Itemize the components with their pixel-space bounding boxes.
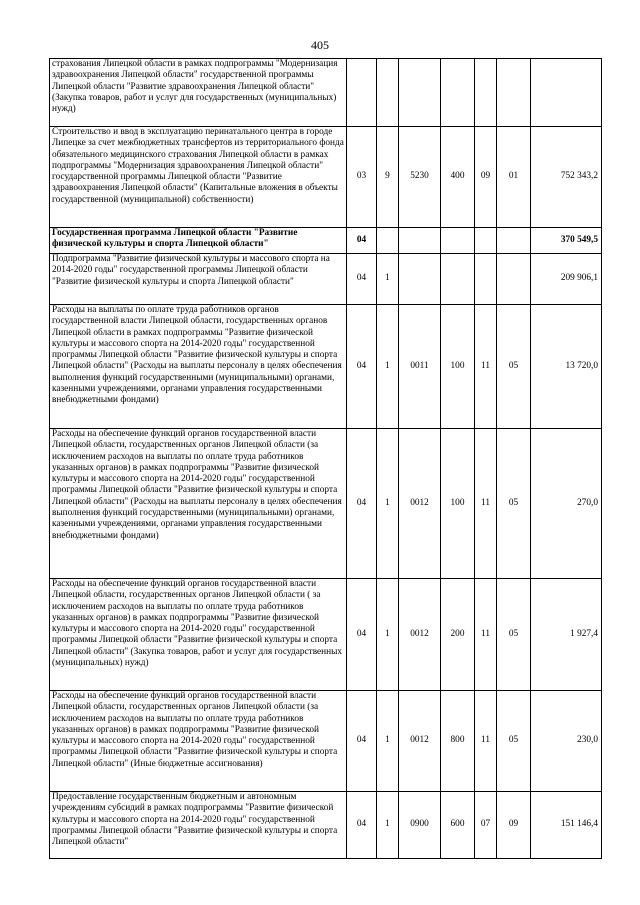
table-row xyxy=(50,691,602,792)
subsection-code: 05 xyxy=(497,691,531,792)
subsection-code xyxy=(497,228,531,254)
subprogram-code: 1 xyxy=(377,254,399,305)
row-description: страхования Липецкой области в рамках подпрограммы "Модернизация здравоохранения Липецкой области" государственной программы Липецкой области "Развитие здравоохранения Липецкой области" (Закупка товаров, работ и услуг для государственных (муниципальных) нужд) xyxy=(50,59,347,127)
program-code: 04 xyxy=(347,691,377,792)
subprogram-code: 1 xyxy=(377,305,399,429)
target-item-code xyxy=(399,59,441,127)
table-row xyxy=(50,305,602,429)
budget-table xyxy=(49,58,602,859)
subsection-code xyxy=(497,59,531,127)
amount: 752 343,2 xyxy=(531,127,602,228)
program-code: 04 xyxy=(347,305,377,429)
section-code: 11 xyxy=(475,579,497,691)
target-item-code: 0012 xyxy=(399,429,441,579)
program-code: 04 xyxy=(347,792,377,859)
amount xyxy=(531,59,602,127)
target-item-code xyxy=(399,228,441,254)
expense-type-code xyxy=(441,254,475,305)
section-code: 11 xyxy=(475,429,497,579)
target-item-code: 0011 xyxy=(399,305,441,429)
amount: 230,0 xyxy=(531,691,602,792)
expense-type-code xyxy=(441,59,475,127)
row-description: Расходы на обеспечение функций органов государственной власти Липецкой области, государственных органов Липецкой области (за исключением расходов на выплаты по оплате труда работников указанных органов) в рамках подпрограммы "Развитие физической культуры и массового спорта на 2014-2020 годы" государственной программы Липецкой области "Развитие физической культуры и спорта Липецкой области" (Иные бюджетные ассигнования) xyxy=(50,691,347,792)
section-code xyxy=(475,228,497,254)
subprogram-code: 1 xyxy=(377,691,399,792)
amount: 270,0 xyxy=(531,429,602,579)
program-code: 04 xyxy=(347,254,377,305)
section-code: 11 xyxy=(475,305,497,429)
section-code: 07 xyxy=(475,792,497,859)
expense-type-code: 400 xyxy=(441,127,475,228)
expense-type-code: 800 xyxy=(441,691,475,792)
table-row xyxy=(50,254,602,305)
section-code xyxy=(475,254,497,305)
expense-type-code: 100 xyxy=(441,305,475,429)
subprogram-code xyxy=(377,228,399,254)
subsection-code: 05 xyxy=(497,305,531,429)
amount: 13 720,0 xyxy=(531,305,602,429)
row-description: Строительство и ввод в эксплуатацию перинатального центра в городе Липецке за счет межбюджетных трансфертов из территориального фонда обязательного медицинского страхования Липецкой области в рамках подпрограммы "Модернизация здравоохранения Липецкой области" государственной программы Липецкой области "Развитие здравоохранения Липецкой области" (Капитальные вложения в объекты государственной (муниципальной) собственности) xyxy=(50,127,347,228)
expense-type-code: 600 xyxy=(441,792,475,859)
expense-type-code: 100 xyxy=(441,429,475,579)
subprogram-code: 1 xyxy=(377,579,399,691)
program-code: 04 xyxy=(347,579,377,691)
expense-type-code xyxy=(441,228,475,254)
subprogram-code: 1 xyxy=(377,429,399,579)
amount: 370 549,5 xyxy=(531,228,602,254)
table-row xyxy=(50,792,602,859)
amount: 151 146,4 xyxy=(531,792,602,859)
row-description: Государственная программа Липецкой области "Развитие физической культуры и спорта Липецкой области" xyxy=(50,228,347,254)
row-description: Предоставление государственным бюджетным и автономным учреждениям субсидий в рамках подпрограммы "Развитие физической культуры и массового спорта на 2014-2020 годы" государственной программы Липецкой области "Развитие физической культуры и спорта Липецкой области" xyxy=(50,792,347,859)
row-description: Расходы на обеспечение функций органов государственной власти Липецкой области, государственных органов Липецкой области ( за исключением расходов на выплаты по оплате труда работников указанных органов) в рамках подпрограммы "Развитие физической культуры и массового спорта на 2014-2020 годы" государственной программы Липецкой области "Развитие физической культуры и спорта Липецкой области" (Закупка товаров, работ и услуг для государственных (муниципальных) нужд) xyxy=(50,579,347,691)
table-row xyxy=(50,579,602,691)
amount: 1 927,4 xyxy=(531,579,602,691)
program-code xyxy=(347,59,377,127)
row-description: Расходы на обеспечение функций органов государственной власти Липецкой области, государственных органов Липецкой области (за исключением расходов на выплаты по оплате труда работников указанных органов) в рамках подпрограммы "Развитие физической культуры и массового спорта на 2014-2020 годы" государственной программы Липецкой области "Развитие физической культуры и спорта Липецкой области" (Расходы на выплаты персоналу в целях обеспечения выполнения функций государственными (муниципальными) органами, казенными учреждениями, органами управления государственными внебюджетными фондами) xyxy=(50,429,347,579)
target-item-code: 0012 xyxy=(399,691,441,792)
target-item-code: 0900 xyxy=(399,792,441,859)
subprogram-code xyxy=(377,59,399,127)
subsection-code xyxy=(497,254,531,305)
page-number: 405 xyxy=(311,38,329,52)
table-row xyxy=(50,59,602,127)
row-description: Подпрограмма "Развитие физической культуры и массового спорта на 2014-2020 годы" государственной программы Липецкой области "Развитие физической культуры и спорта Липецкой области" xyxy=(50,254,347,305)
subsection-code: 05 xyxy=(497,579,531,691)
subsection-code: 01 xyxy=(497,127,531,228)
subsection-code: 05 xyxy=(497,429,531,579)
amount: 209 906,1 xyxy=(531,254,602,305)
section-code xyxy=(475,59,497,127)
subprogram-code: 1 xyxy=(377,792,399,859)
target-item-code: 0012 xyxy=(399,579,441,691)
table-row xyxy=(50,127,602,228)
row-description: Расходы на выплаты по оплате труда работников органов государственной власти Липецкой области, государственных органов Липецкой области в рамках подпрограммы "Развитие физической культуры и массового спорта на 2014-2020 годы" государственной программы Липецкой области "Развитие физической культуры и спорта Липецкой области" (Расходы на выплаты персоналу в целях обеспечения выполнения функций государственными (муниципальными) органами, казенными учреждениями, органами управления государственными внебюджетными фондами) xyxy=(50,305,347,429)
program-code: 04 xyxy=(347,429,377,579)
table-row xyxy=(50,228,602,254)
target-item-code: 5230 xyxy=(399,127,441,228)
target-item-code xyxy=(399,254,441,305)
section-code: 11 xyxy=(475,691,497,792)
program-code: 03 xyxy=(347,127,377,228)
expense-type-code: 200 xyxy=(441,579,475,691)
section-code: 09 xyxy=(475,127,497,228)
subsection-code: 09 xyxy=(497,792,531,859)
program-code: 04 xyxy=(347,228,377,254)
table-row xyxy=(50,429,602,579)
subprogram-code: 9 xyxy=(377,127,399,228)
